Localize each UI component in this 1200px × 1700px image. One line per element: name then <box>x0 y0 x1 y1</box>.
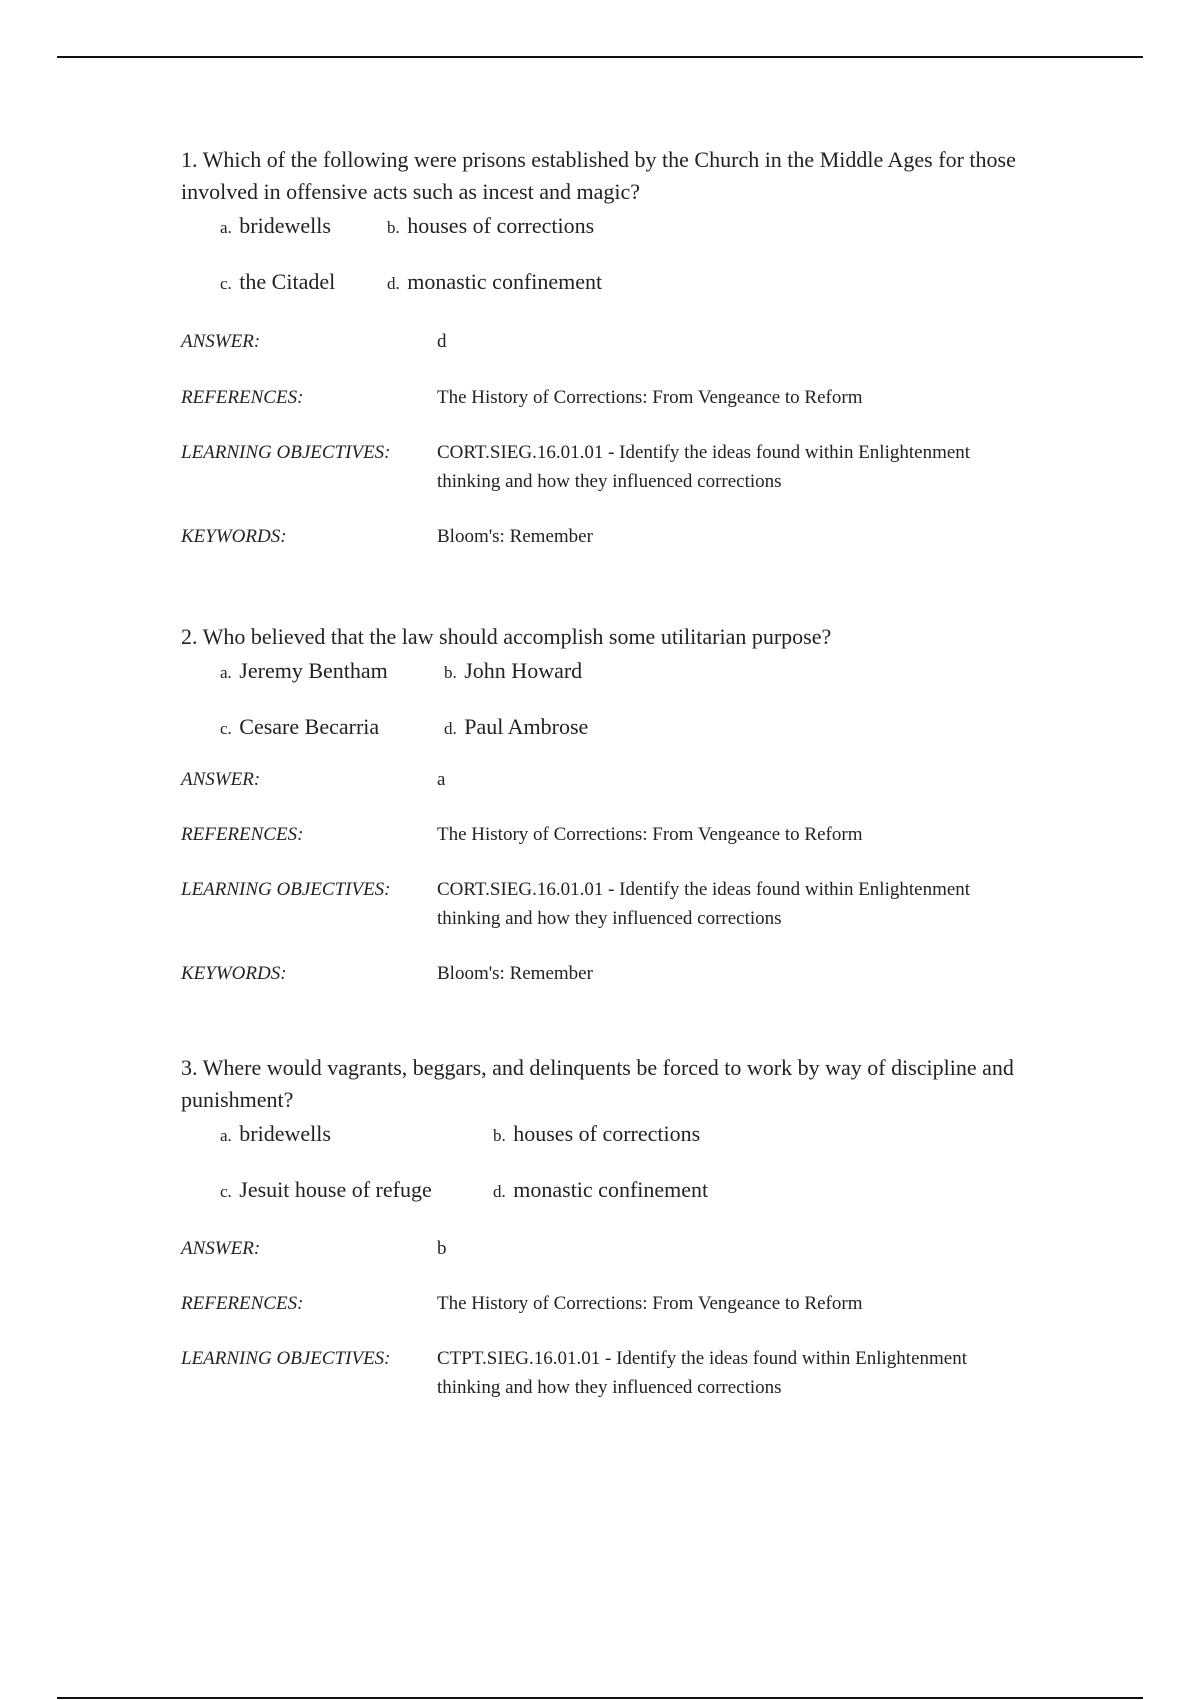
keywords-row <box>181 959 1061 988</box>
learning-objectives-value: CORT.SIEG.16.01.01 - Identify the ideas found within Enlightenment thinking and how they influenced corrections <box>437 442 971 492</box>
choice-text: the Citadel <box>239 269 336 294</box>
keywords-label: KEYWORDS: <box>181 526 287 547</box>
choice-c <box>220 1174 493 1208</box>
keywords-value: Bloom's: Remember <box>437 963 593 984</box>
references-value: The History of Corrections: From Vengeance to Reform <box>437 387 863 408</box>
answer-row <box>181 765 1061 794</box>
choice-text: bridewells <box>239 213 331 238</box>
learning-objectives-value: CORT.SIEG.16.01.01 - Identify the ideas found within Enlightenment thinking and how they influenced corrections <box>437 879 971 929</box>
choice-list <box>220 210 1061 300</box>
choice-letter: d. <box>444 719 457 738</box>
choice-text: houses of corrections <box>513 1121 701 1146</box>
learning-objectives-label: LEARNING OBJECTIVES: <box>181 442 391 463</box>
choice-list <box>220 1118 1061 1208</box>
question-1 <box>181 144 1061 551</box>
choice-b <box>387 210 594 266</box>
answer-value: a <box>437 769 446 790</box>
choice-letter: a. <box>220 663 232 682</box>
choice-text: John Howard <box>464 658 583 683</box>
references-value: The History of Corrections: From Vengeance to Reform <box>437 824 863 845</box>
learning-objectives-value: CTPT.SIEG.16.01.01 - Identify the ideas found within Enlightenment thinking and how they influenced corrections <box>437 1348 967 1398</box>
learning-objectives-row <box>181 438 1061 496</box>
answer-label: ANSWER: <box>181 331 261 352</box>
choice-text: bridewells <box>239 1121 331 1146</box>
choice-text: Cesare Becarria <box>239 714 380 739</box>
answer-label: ANSWER: <box>181 769 261 790</box>
choice-b <box>444 655 582 711</box>
choice-a <box>220 1118 493 1174</box>
question-stem: 2. Who believed that the law should accomplish some utilitarian purpose? <box>181 624 832 649</box>
keywords-value: Bloom's: Remember <box>437 526 593 547</box>
choice-b <box>493 1118 700 1174</box>
keywords-row <box>181 522 1061 551</box>
choice-text: Jesuit house of refuge <box>239 1177 432 1202</box>
choice-text: houses of corrections <box>407 213 595 238</box>
choice-d <box>444 711 588 745</box>
bottom-rule <box>57 1697 1143 1699</box>
choice-text: Paul Ambrose <box>464 714 589 739</box>
question-stem: 1. Which of the following were prisons established by the Church in the Middle Ages for those involved in offensive acts such as incest and magic? <box>181 147 1016 204</box>
choice-d <box>493 1174 708 1208</box>
choice-letter: d. <box>493 1182 506 1201</box>
references-value: The History of Corrections: From Vengeance to Reform <box>437 1293 863 1314</box>
choice-letter: a. <box>220 218 232 237</box>
choice-text: Jeremy Bentham <box>239 658 388 683</box>
references-row <box>181 820 1061 849</box>
choice-letter: d. <box>387 274 400 293</box>
question-2 <box>181 621 1061 988</box>
choice-text: monastic confinement <box>407 269 603 294</box>
choice-a <box>220 210 387 266</box>
answer-label: ANSWER: <box>181 1238 261 1259</box>
question-stem: 3. Where would vagrants, beggars, and delinquents be forced to work by way of discipline and punishment? <box>181 1055 1014 1112</box>
choice-letter: c. <box>220 274 232 293</box>
top-rule <box>57 56 1143 58</box>
choice-letter: c. <box>220 719 232 738</box>
answer-value: d <box>437 331 447 352</box>
learning-objectives-row <box>181 875 1061 933</box>
choice-letter: b. <box>444 663 457 682</box>
learning-objectives-label: LEARNING OBJECTIVES: <box>181 879 391 900</box>
answer-value: b <box>437 1238 447 1259</box>
question-3 <box>181 1052 1061 1402</box>
references-row <box>181 383 1061 412</box>
choice-letter: b. <box>493 1126 506 1145</box>
answer-row <box>181 327 1061 356</box>
keywords-label: KEYWORDS: <box>181 963 287 984</box>
choice-c <box>220 711 444 745</box>
choice-a <box>220 655 444 711</box>
choice-text: monastic confinement <box>513 1177 709 1202</box>
choice-list <box>220 655 1061 745</box>
choice-c <box>220 266 387 300</box>
choice-letter: b. <box>387 218 400 237</box>
choice-letter: c. <box>220 1182 232 1201</box>
references-label: REFERENCES: <box>181 387 304 408</box>
choice-d <box>387 266 602 300</box>
learning-objectives-label: LEARNING OBJECTIVES: <box>181 1348 391 1369</box>
references-label: REFERENCES: <box>181 1293 304 1314</box>
references-label: REFERENCES: <box>181 824 304 845</box>
learning-objectives-row <box>181 1344 1061 1402</box>
choice-letter: a. <box>220 1126 232 1145</box>
answer-row <box>181 1234 1061 1263</box>
references-row <box>181 1289 1061 1318</box>
